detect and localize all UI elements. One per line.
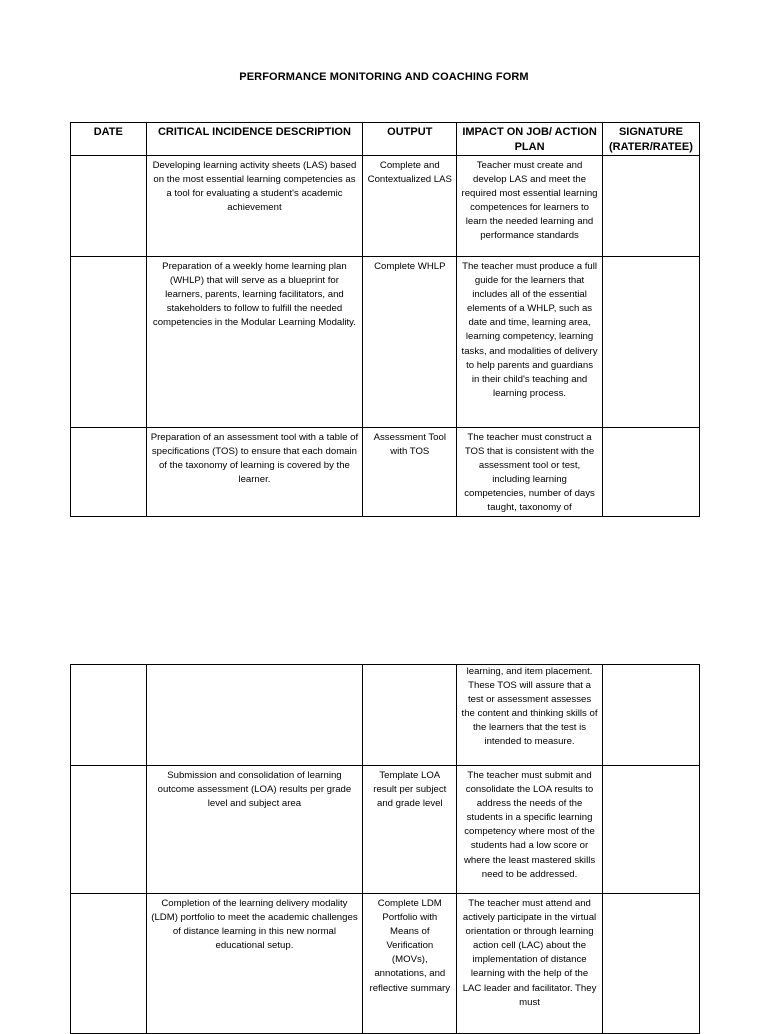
cell-date [71, 257, 147, 428]
cell-date [71, 766, 147, 894]
cell-output: Complete and Contextualized LAS [363, 156, 457, 257]
cell-description: Completion of the learning delivery modality (LDM) portfolio to meet the academic challenges of distance learning in this new normal educational setup. [146, 894, 363, 1034]
cell-output: Complete WHLP [363, 257, 457, 428]
table-header-row [71, 123, 700, 156]
cell-impact: Teacher must create and develop LAS and meet the required most essential learning competences for learners to learn the needed learning and performance standards [457, 156, 603, 257]
table-row [71, 156, 700, 257]
cell-signature [602, 428, 699, 517]
coaching-table-page-2 [70, 664, 700, 1034]
cell-signature [602, 894, 699, 1034]
cell-impact: The teacher must attend and actively participate in the virtual orientation or through learning action cell (LAC) about the implementation of distance learning with the help of the LAC leader and facilitator. They must [457, 894, 603, 1034]
header-date: DATE [71, 123, 147, 156]
cell-output: Template LOA result per subject and grade level [363, 766, 457, 894]
table-row [71, 257, 700, 428]
cell-impact: The teacher must produce a full guide for the learners that includes all of the essential elements of a WHLP, such as date and time, learning area, learning competency, learning tasks, and modalities of delivery to help parents and guardians in their child's teaching and learning process. [457, 257, 603, 428]
table-row [71, 894, 700, 1034]
cell-impact: The teacher must submit and consolidate the LOA results to address the needs of the students in a specific learning competency where most of the students had a low score or where the least mastered skills need to be addressed. [457, 766, 603, 894]
table-row [71, 766, 700, 894]
cell-signature [602, 665, 699, 766]
form-title: PERFORMANCE MONITORING AND COACHING FORM [239, 71, 529, 83]
cell-date [71, 156, 147, 257]
cell-description [146, 665, 363, 766]
cell-output [363, 665, 457, 766]
coaching-table-page-1 [70, 122, 700, 517]
cell-impact: The teacher must construct a TOS that is consistent with the assessment tool or test, including learning competencies, number of days taught, taxonomy of [457, 428, 603, 517]
header-impact: IMPACT ON JOB/ ACTION PLAN [457, 123, 603, 156]
cell-signature [602, 766, 699, 894]
cell-description: Preparation of a weekly home learning plan (WHLP) that will serve as a blueprint for learners, parents, learning facilitators, and stakeholders to follow to fulfill the needed competencies in the Modular Learning Modality. [146, 257, 363, 428]
cell-signature [602, 156, 699, 257]
cell-description: Submission and consolidation of learning outcome assessment (LOA) results per grade level and subject area [146, 766, 363, 894]
table-row [71, 665, 700, 766]
header-description: CRITICAL INCIDENCE DESCRIPTION [146, 123, 363, 156]
cell-date [71, 894, 147, 1034]
cell-description: Developing learning activity sheets (LAS) based on the most essential learning competencies as a tool for evaluating a student's academic achievement [146, 156, 363, 257]
cell-output: Assessment Tool with TOS [363, 428, 457, 517]
cell-impact: learning, and item placement. These TOS will assure that a test or assessment assesses the content and thinking skills of the learners that the test is intended to measure. [457, 665, 603, 766]
cell-date [71, 665, 147, 766]
header-output: OUTPUT [363, 123, 457, 156]
cell-signature [602, 257, 699, 428]
table-row [71, 428, 700, 517]
cell-date [71, 428, 147, 517]
header-signature: SIGNATURE (RATER/RATEE) [602, 123, 699, 156]
cell-description: Preparation of an assessment tool with a table of specifications (TOS) to ensure that each domain of the taxonomy of learning is covered by the learner. [146, 428, 363, 517]
cell-output: Complete LDM Portfolio with Means of Verification (MOVs), annotations, and reflective summary [363, 894, 457, 1034]
